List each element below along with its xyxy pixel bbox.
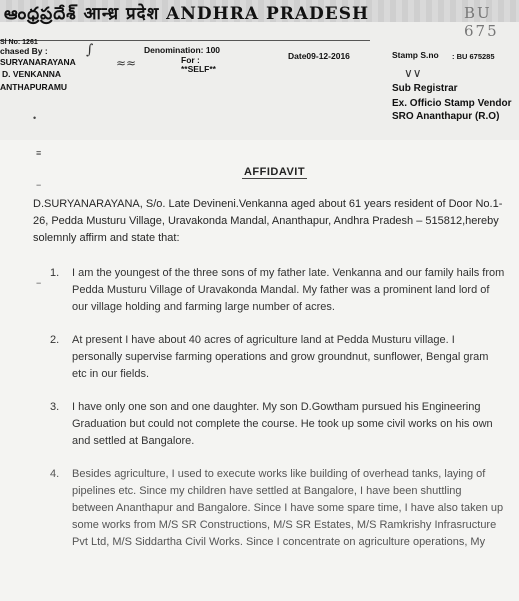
stamp-serial-label: Stamp S.no xyxy=(392,50,439,60)
list-item xyxy=(50,466,505,551)
item-text: At present I have about 40 acres of agriculture land at Pedda Musturu village. I personally supervise farming operations and grow groundnut, sunflower, Bengal gram etc in our fields. xyxy=(72,334,489,380)
list-item xyxy=(50,399,505,450)
margin-mark: − xyxy=(36,180,42,190)
buyer-name: SURYANARAYANA xyxy=(0,57,76,67)
document-title xyxy=(0,166,519,178)
denomination: Denomination: 100 xyxy=(144,45,221,55)
item-number: 3. xyxy=(50,401,60,413)
registrar-signature: ∨∨ xyxy=(404,66,422,80)
buyer-place: ANTHAPURAMU xyxy=(0,82,68,92)
sro-office: SRO Ananthapur (R.O) xyxy=(392,111,500,122)
for-value: **SELF** xyxy=(181,64,216,74)
for-label: For : xyxy=(181,55,200,65)
stamp-number: Sl No: 1261 xyxy=(0,39,38,46)
list-item xyxy=(50,265,505,316)
stamp-date: Date09-12-2016 xyxy=(288,51,350,61)
stamp-banner-title: ఆంధ్రప్రదేశ్ आन्ध्र प्रदेश ANDHRA PRADESH xyxy=(4,4,370,24)
handwritten-signature-mark: ∫ xyxy=(86,42,94,58)
list-item xyxy=(50,332,505,383)
stamp-serial-top: BU 675 xyxy=(464,4,499,40)
ex-officio-vendor: Ex. Officio Stamp Vendor xyxy=(392,98,512,109)
margin-mark: • xyxy=(33,113,37,123)
item-text: I have only one son and one daughter. My son D.Gowtham pursued his Engineering Graduation but could not complete the course. He took up some civil works on his own and settled at Bangalore. xyxy=(72,401,493,447)
stamp-serial-number: : BU 675285 xyxy=(452,52,495,61)
item-number: 2. xyxy=(50,334,60,346)
document-title-text: AFFIDAVIT xyxy=(243,166,306,178)
margin-mark: ≡ xyxy=(36,148,42,158)
stamp-divider xyxy=(0,40,370,41)
buyer-relation: D. VENKANNA xyxy=(2,69,62,79)
item-text: Besides agriculture, I used to execute works like building of overhead tanks, laying of pipelines etc. Since my children have settled at Bangalore, I have been shuttling between Ananthapur and Bangalore. Since I have some spare time, I have also taken up some works from M/S SR Constructions, M/S SR Estates, M/S Ramkrishy Infrasructure Pvt Ltd, M/S Siddartha Civil Works. Since I concentrate on agriculture operations, My xyxy=(72,468,504,548)
stamp-banner xyxy=(0,0,519,40)
affidavit-statements xyxy=(50,265,505,567)
handwritten-signature: ≈≈ xyxy=(116,56,137,70)
stamp-paper-header xyxy=(0,0,519,140)
affidavit-intro: D.SURYANARAYANA, S/o. Late Devineni.Venkanna aged about 61 years resident of Door No.1-26, Pedda Musturu Village, Uravakonda Mandal, Ananthapur, Andhra Pradesh – 515812,hereby solemnly affirm and state that: xyxy=(33,198,503,244)
sub-registrar: Sub Registrar xyxy=(392,83,458,94)
purchased-by-label: chased By : xyxy=(0,46,48,56)
item-number: 1. xyxy=(50,267,60,279)
item-text: I am the youngest of the three sons of my father late. Venkanna and our family hails from Pedda Musturu Village of Uravakonda Mandal. My father was a prominent land lord of our village holding and farming large number of acres. xyxy=(72,267,505,313)
margin-mark: − xyxy=(36,278,42,288)
item-number: 4. xyxy=(50,468,60,480)
